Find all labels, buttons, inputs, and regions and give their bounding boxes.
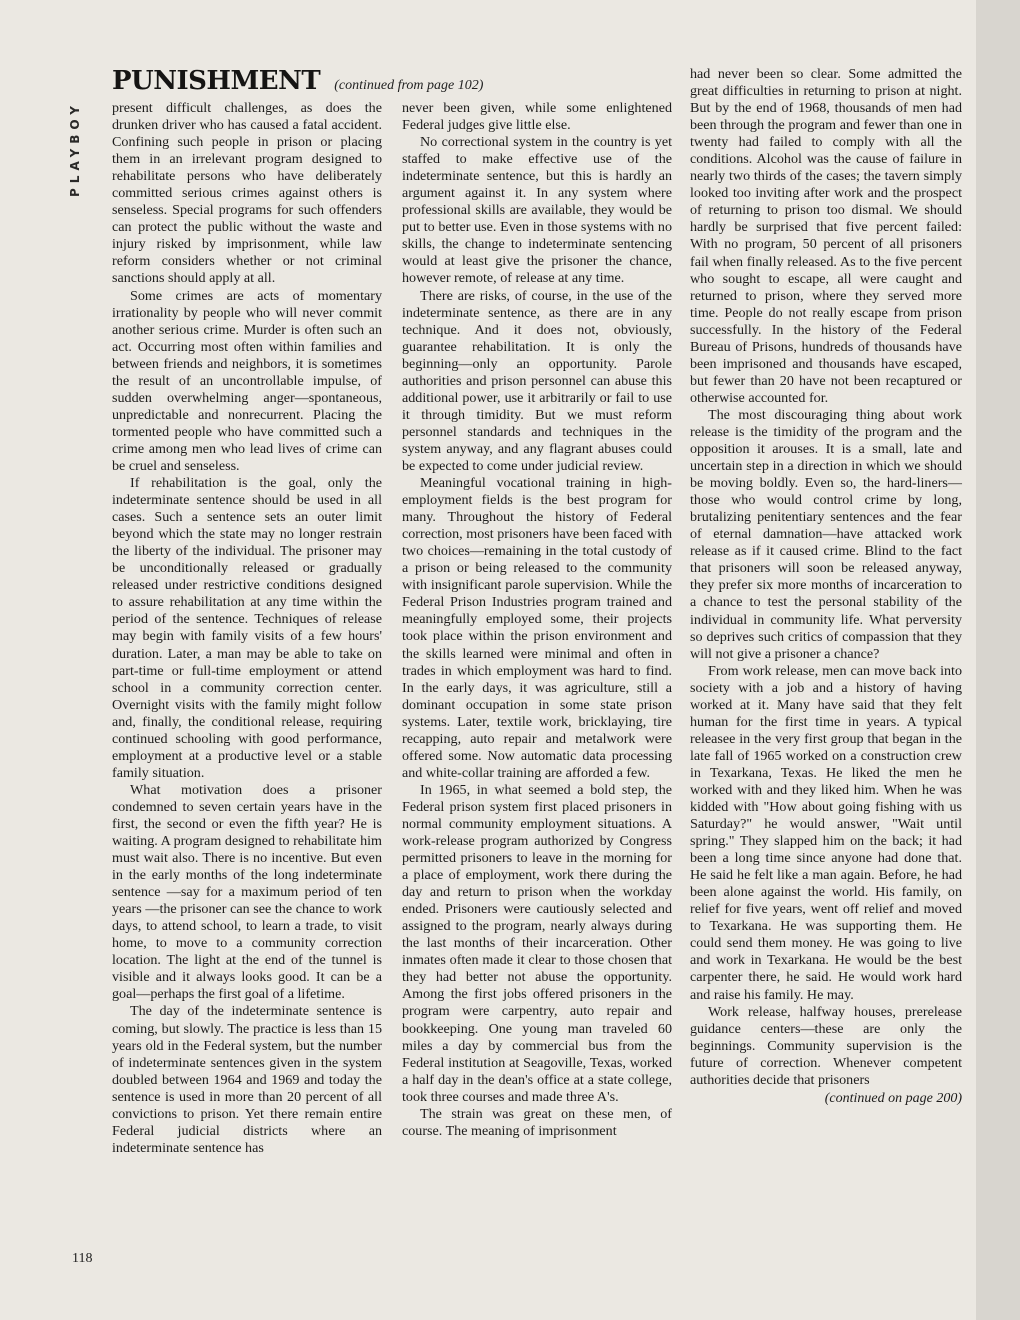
paragraph: Meaningful vocational training in high-employment fields is the best program for many. Throughout the history of Federal correction, most prisoners have been faced with two choices—remaining in the total custody of a prison or being released to the community with insignificant parole supervision. While the Federal Prison Industries program trained and meaningfully employed some, their projects took place within the prison environment and the skills learned were minimal and often in trades in which employment was hard to find. In the early days, it was agriculture, still a dominant occupation in some state prison systems. Later, textile work, bricklaying, tire recapping, auto repair and metalwork were offered some. Now automatic data processing and white-collar training are afforded a few.	[402, 475, 672, 781]
continued-from-note: (continued from page 102)	[334, 78, 484, 93]
article-header	[112, 66, 484, 96]
paragraph: If rehabilitation is the goal, only the indeterminate sentence should be used in all cases. Such a sentence sets an outer limit beyond which the state may no longer restrain the liberty of the individual. The prisoner may be unconditionally released or gradually released under restrictive conditions designed to assure rehabilitation at any time within the period of the sentence. Techniques of release may begin with family visits of a few hours' duration. Later, a man may be able to take on part-time or full-time employment or attend school in a community correction center. Overnight visits with the family might follow and, finally, the conditional release, requiring continued schooling with good performance, employment at a productive level or a stable family situation.	[112, 475, 382, 781]
paragraph: never been given, while some enlightened Federal judges give little else.	[402, 100, 672, 134]
text-column-3	[690, 66, 962, 1268]
paragraph: In 1965, in what seemed a bold step, the Federal prison system first placed prisoners in normal community employment situations. A work-release program authorized by Congress permitted prisoners to leave in the morning for a place of employment, work there during the day and return to prison when the workday ended. Prisoners were cautiously selected and assigned to the program, nearly always during the last months of their incarceration. Other inmates often made it clear to those chosen that they had better not abuse the opportunity. Among the first jobs offered prisoners in the program were carpentry, auto repair and bookkeeping. One young man traveled 60 miles a day by commercial bus from the Federal institution at Seagoville, Texas, worked a half day in the dean's office at a state college, took three courses and made three A's.	[402, 781, 672, 1105]
paragraph: No correctional system in the country is yet staffed to make effective use of the indeterminate sentence, but this is hardly an argument against it. In any system where professional skills are available, they would be put to better use. Even in those systems with no skills, the change to indeterminate sentencing would at least give the prisoner the chance, however remote, of release at any time.	[402, 134, 672, 287]
page-number: 118	[72, 1251, 93, 1266]
paragraph: The strain was great on these men, of course. The meaning of imprisonment	[402, 1105, 672, 1139]
masthead-vertical: PLAYBOY	[68, 101, 82, 197]
article-title: PUNISHMENT	[112, 66, 321, 96]
text-column-2	[402, 100, 672, 1268]
paragraph: The day of the indeterminate sentence is coming, but slowly. The practice is less than 15 years old in the Federal system, but the number of indeterminate sentences given in the system doubled between 1964 and 1969 and today the sentence is used in more than 20 percent of all convictions to prison. Yet there remain entire Federal judicial districts where an indeterminate sentence has	[112, 1003, 382, 1156]
paragraph: From work release, men can move back into society with a job and a history of having worked at it. Many have said that they felt human for the first time in years. A typical releasee in the very first group that began in the late fall of 1965 worked on a construction crew in Texarkana, Texas. He liked the men he worked with and they liked him. When he was kidded with "How about going fishing with us Saturday?" he would answer, "Wait until spring." They slapped him on the back; it had been a long time since anyone had done that. He said he felt like a man again. Before, he had been alone against the world. His family, on relief for five years, went off relief and moved to Texarkana. He was supporting them. He could send them money. He was going to live and work in Texarkana. He would be the best carpenter there, he said. He would work hard and raise his family. He may.	[690, 662, 962, 1003]
page-edge-shadow	[976, 0, 1020, 1320]
paragraph: had never been so clear. Some admitted the great difficulties in returning to prison at night. But by the end of 1968, thousands of men had been through the program and fewer than one in twenty had failed to comply with all the conditions. Alcohol was the cause of failure in nearly two thirds of the cases; the tavern simply looked too inviting after work and the prospect of returning to prison too dismal. We should hardly be surprised that five percent failed: With no program, 50 percent of all prisoners fail when finally released. As to the five percent who sought to escape, all were caught and returned to prison, where they served more time. People do not really escape from prison successfully. In the history of the Federal Bureau of Prisons, hundreds of thousands have been imprisoned and thousands have escaped, but fewer than 20 have not been recaptured or otherwise accounted for.	[690, 66, 962, 406]
paragraph: Some crimes are acts of momentary irrationality by people who will never commit another serious crime. Murder is often such an act. Occurring most often within families and between friends and neighbors, it is sometimes the result of an uncontrollable impulse, of sudden overwhelming anger—spontaneous, unpredictable and nonrecurrent. Placing the tormented people who have committed such a crime among men who lead lives of crime can be cruel and senseless.	[112, 287, 382, 474]
paragraph: Work release, halfway houses, prerelease guidance centers—these are only the beginnings. Community supervision is the future of correction. Whenever competent authorities decide that prisoners	[690, 1003, 962, 1088]
paragraph: present difficult challenges, as does the drunken driver who has caused a fatal accident. Confining such people in prison or placing them in an irrelevant program designed to rehabilitate persons who have deliberately committed serious crimes against others is senseless. Special programs for such offenders can protect the public without the waste and injury risked by imprisonment, while law reform considers whether or not criminal sanctions should apply at all.	[112, 100, 382, 287]
paragraph: There are risks, of course, in the use of the indeterminate sentence, as there are in any technique. And it does not, obviously, guarantee rehabilitation. It is only the beginning—only an opportunity. Parole authorities and prison personnel can abuse this additional power, use it arbitrarily or fail to use it through timidity. But we must reform personnel standards and techniques in the system anyway, and any flagrant abuses could be expected to come under judicial review.	[402, 287, 672, 474]
continued-on-note: (continued on page 200)	[824, 1090, 962, 1106]
paragraph: The most discouraging thing about work release is the timidity of the program and the opposition it arouses. It is a small, late and uncertain step in a direction in which we should be moving boldly. Even so, the hard-liners—those who would control crime by long, brutalizing penitentiary sentences and the fear of eternal damnation—have attacked work release as if it caused crime. Blind to the fact that prisoners will soon be released anyway, they prefer six more months of incarceration to a chance to test the personal stability of the individual in community life. What perversity so deprives such critics of compassion that they will not give a prisoner a chance?	[690, 406, 962, 662]
paragraph: What motivation does a prisoner condemned to seven certain years have in the first, the second or even the fifth year? He is waiting. A program designed to rehabilitate him must wait also. There is no incentive. But even in the early months of the long indeterminate sentence —say for a maximum period of ten years —the prisoner can see the chance to work days, to attend school, to learn a trade, to visit home, to move to a community correction location. The light at the end of the tunnel is visible and it always looks good. It can be a goal—perhaps the first goal of a lifetime.	[112, 781, 382, 1003]
text-column-1	[112, 100, 382, 1268]
